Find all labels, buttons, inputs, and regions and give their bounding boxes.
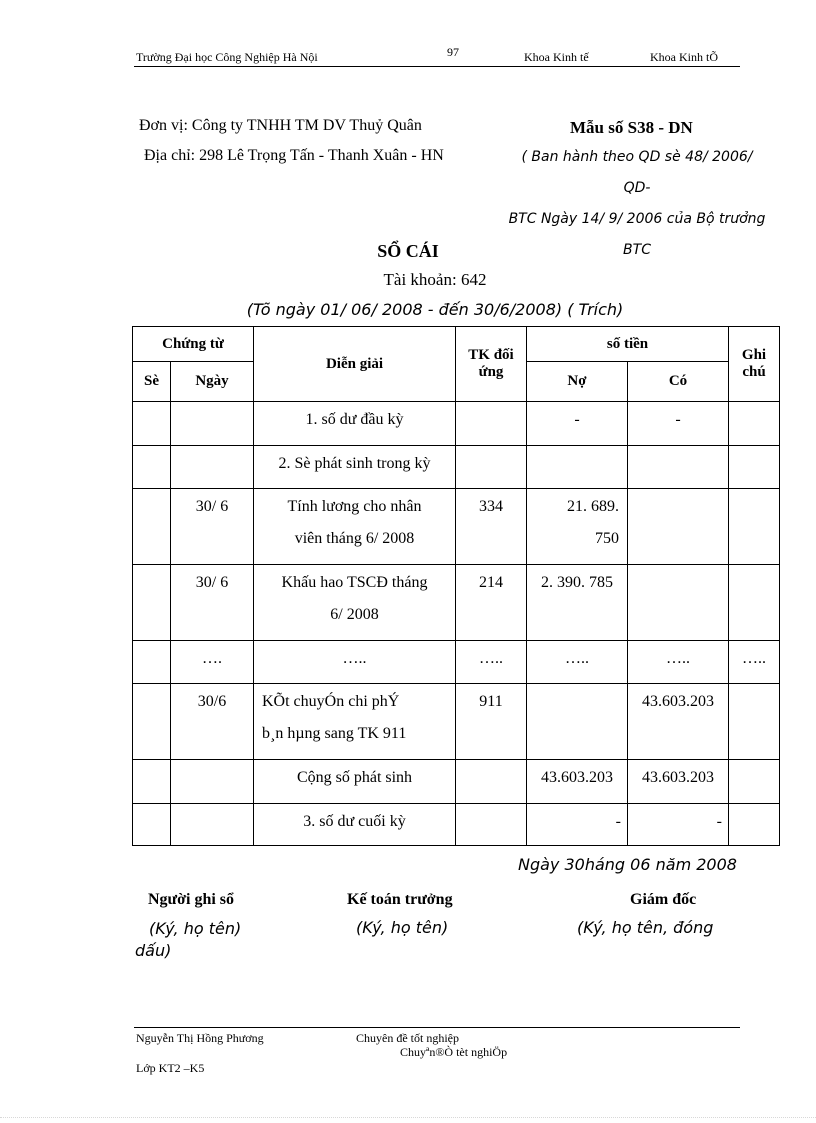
cell-no [133, 446, 171, 489]
table-header-row-1 [133, 327, 780, 362]
footer-class: Lớp KT2 –K5 [136, 1061, 205, 1075]
footer-rule [134, 1027, 740, 1028]
cell-note [729, 684, 780, 760]
cell-debit [527, 446, 628, 489]
cell-date [171, 804, 254, 846]
sig-director-note: (Ký, họ tên, đóng [577, 918, 714, 937]
cell-credit [628, 489, 729, 565]
header-rule [134, 66, 740, 67]
ledger-table [132, 326, 780, 846]
table-row [133, 446, 780, 489]
cell-date: 30/6 [171, 684, 254, 760]
ledger-account: Tài khoản: 642 [383, 270, 487, 289]
cell-description-line-1: KÕt chuyÓn chi phÝ [262, 693, 400, 710]
cell-credit: - [628, 402, 729, 446]
cell-credit [628, 565, 729, 641]
header-note-line-1: Ghi [741, 347, 767, 363]
company-address: Địa chỉ: 298 Lê Trọng Tấn - Thanh Xuân - HN [144, 147, 444, 164]
sig-recorder-note-line-2: dấu) [135, 941, 172, 960]
cell-date: 30/ 6 [171, 565, 254, 641]
header-date: Ngày [171, 362, 254, 402]
cell-debit: 43.603.203 [527, 760, 628, 804]
cell-description-line-1: Tính lương cho nhân [287, 498, 422, 515]
cell-no [133, 804, 171, 846]
header-contra-account [456, 327, 527, 402]
table-row [133, 684, 780, 760]
header-debit: Nợ [527, 362, 628, 402]
cell-description-line-2: 6/ 2008 [330, 606, 379, 623]
cell-note [729, 760, 780, 804]
cell-description: ….. [254, 641, 456, 684]
date-line: Ngày 30háng 06 năm 2008 [518, 855, 737, 874]
form-issued-line-3: BTC [623, 242, 651, 258]
cell-description: 3. số dư cuối kỳ [254, 804, 456, 846]
page-bottom-edge [0, 1117, 816, 1118]
cell-no [133, 760, 171, 804]
table-row [133, 489, 780, 565]
cell-description: 2. Sè phát sinh trong kỳ [254, 446, 456, 489]
cell-debit [527, 489, 628, 565]
table-row [133, 641, 780, 684]
cell-debit: ….. [527, 641, 628, 684]
header-voucher: Chứng từ [133, 327, 254, 362]
header-contra-line-2: ứng [478, 364, 504, 380]
form-issued-line-1: ( Ban hành theo QD sè 48/ 2006/ QD- [521, 149, 753, 196]
table-row [133, 760, 780, 804]
cell-date [171, 760, 254, 804]
cell-description [254, 684, 456, 760]
header-note-line-2: chú [742, 364, 766, 380]
form-issued-line-2: BTC Ngày 14/ 9/ 2006 của Bộ trưởng [508, 211, 766, 227]
cell-date [171, 446, 254, 489]
footer-topic-garbled: Chuyªn®Ò tèt nghiÖp [400, 1045, 508, 1059]
cell-no [133, 565, 171, 641]
footer-topic: Chuyên đề tốt nghiệp [356, 1031, 459, 1045]
cell-date: …. [171, 641, 254, 684]
cell-note: ….. [729, 641, 780, 684]
cell-description: Cộng số phát sinh [254, 760, 456, 804]
cell-no [133, 402, 171, 446]
cell-description-line-1: Khấu hao TSCĐ tháng [281, 574, 428, 591]
cell-account [456, 760, 527, 804]
cell-account [456, 804, 527, 846]
cell-account: 334 [456, 489, 527, 565]
cell-account [456, 446, 527, 489]
cell-credit: ….. [628, 641, 729, 684]
sig-accountant-note: (Ký, họ tên) [356, 918, 449, 937]
header-faculty-garbled: Khoa Kinh tÕ [650, 50, 718, 64]
cell-date: 30/ 6 [171, 489, 254, 565]
page-number: 97 [447, 45, 459, 59]
table-row [133, 565, 780, 641]
cell-credit [628, 446, 729, 489]
cell-no [133, 641, 171, 684]
cell-no [133, 489, 171, 565]
sig-recorder-note [135, 918, 241, 962]
sig-accountant-title: Kế toán trưởng [347, 891, 453, 908]
cell-no [133, 684, 171, 760]
cell-credit: - [628, 804, 729, 846]
table-row [133, 804, 780, 846]
header-credit: Có [628, 362, 729, 402]
sig-director-title: Giám đốc [630, 891, 697, 908]
cell-note [729, 402, 780, 446]
cell-note [729, 489, 780, 565]
table-row [133, 402, 780, 446]
cell-description [254, 489, 456, 565]
header-description: Diễn giải [254, 327, 456, 402]
cell-description-line-2: b¸n hµng sang TK 911 [262, 725, 407, 742]
cell-description: 1. số dư đầu kỳ [254, 402, 456, 446]
form-number: Mẫu số S38 - DN [570, 118, 693, 137]
footer-author: Nguyễn Thị Hồng Phương [136, 1031, 264, 1045]
cell-date [171, 402, 254, 446]
sig-recorder-title: Người ghi sổ [148, 891, 235, 908]
company-unit: Đơn vị: Công ty TNHH TM DV Thuỷ Quân [139, 117, 422, 134]
ledger-title: SỔ CÁI [377, 241, 439, 261]
header-faculty: Khoa Kinh tế [524, 50, 589, 64]
cell-note [729, 804, 780, 846]
header-note [729, 327, 780, 402]
cell-debit-line-1: 21. 689. [567, 498, 619, 515]
cell-debit [527, 684, 628, 760]
cell-account: ….. [456, 641, 527, 684]
cell-debit: 2. 390. 785 [527, 565, 628, 641]
ledger-period: (Tõ ngày 01/ 06/ 2008 - đến 30/6/2008) ( Trích) [246, 300, 624, 319]
header-university: Trường Đại học Công Nghiệp Hà Nội [136, 50, 318, 64]
cell-note [729, 446, 780, 489]
cell-note [729, 565, 780, 641]
cell-debit: - [527, 402, 628, 446]
cell-account: 911 [456, 684, 527, 760]
cell-debit-line-2: 750 [595, 530, 619, 547]
cell-description [254, 565, 456, 641]
header-amount: số tiền [527, 327, 729, 362]
header-no: Sè [133, 362, 171, 402]
cell-description-line-2: viên tháng 6/ 2008 [294, 530, 415, 547]
cell-account: 214 [456, 565, 527, 641]
cell-credit: 43.603.203 [628, 760, 729, 804]
cell-debit: - [527, 804, 628, 846]
sig-recorder-note-line-1: (Ký, họ tên) [149, 919, 242, 938]
cell-credit: 43.603.203 [628, 684, 729, 760]
header-contra-line-1: TK đối [468, 347, 514, 363]
cell-account [456, 402, 527, 446]
